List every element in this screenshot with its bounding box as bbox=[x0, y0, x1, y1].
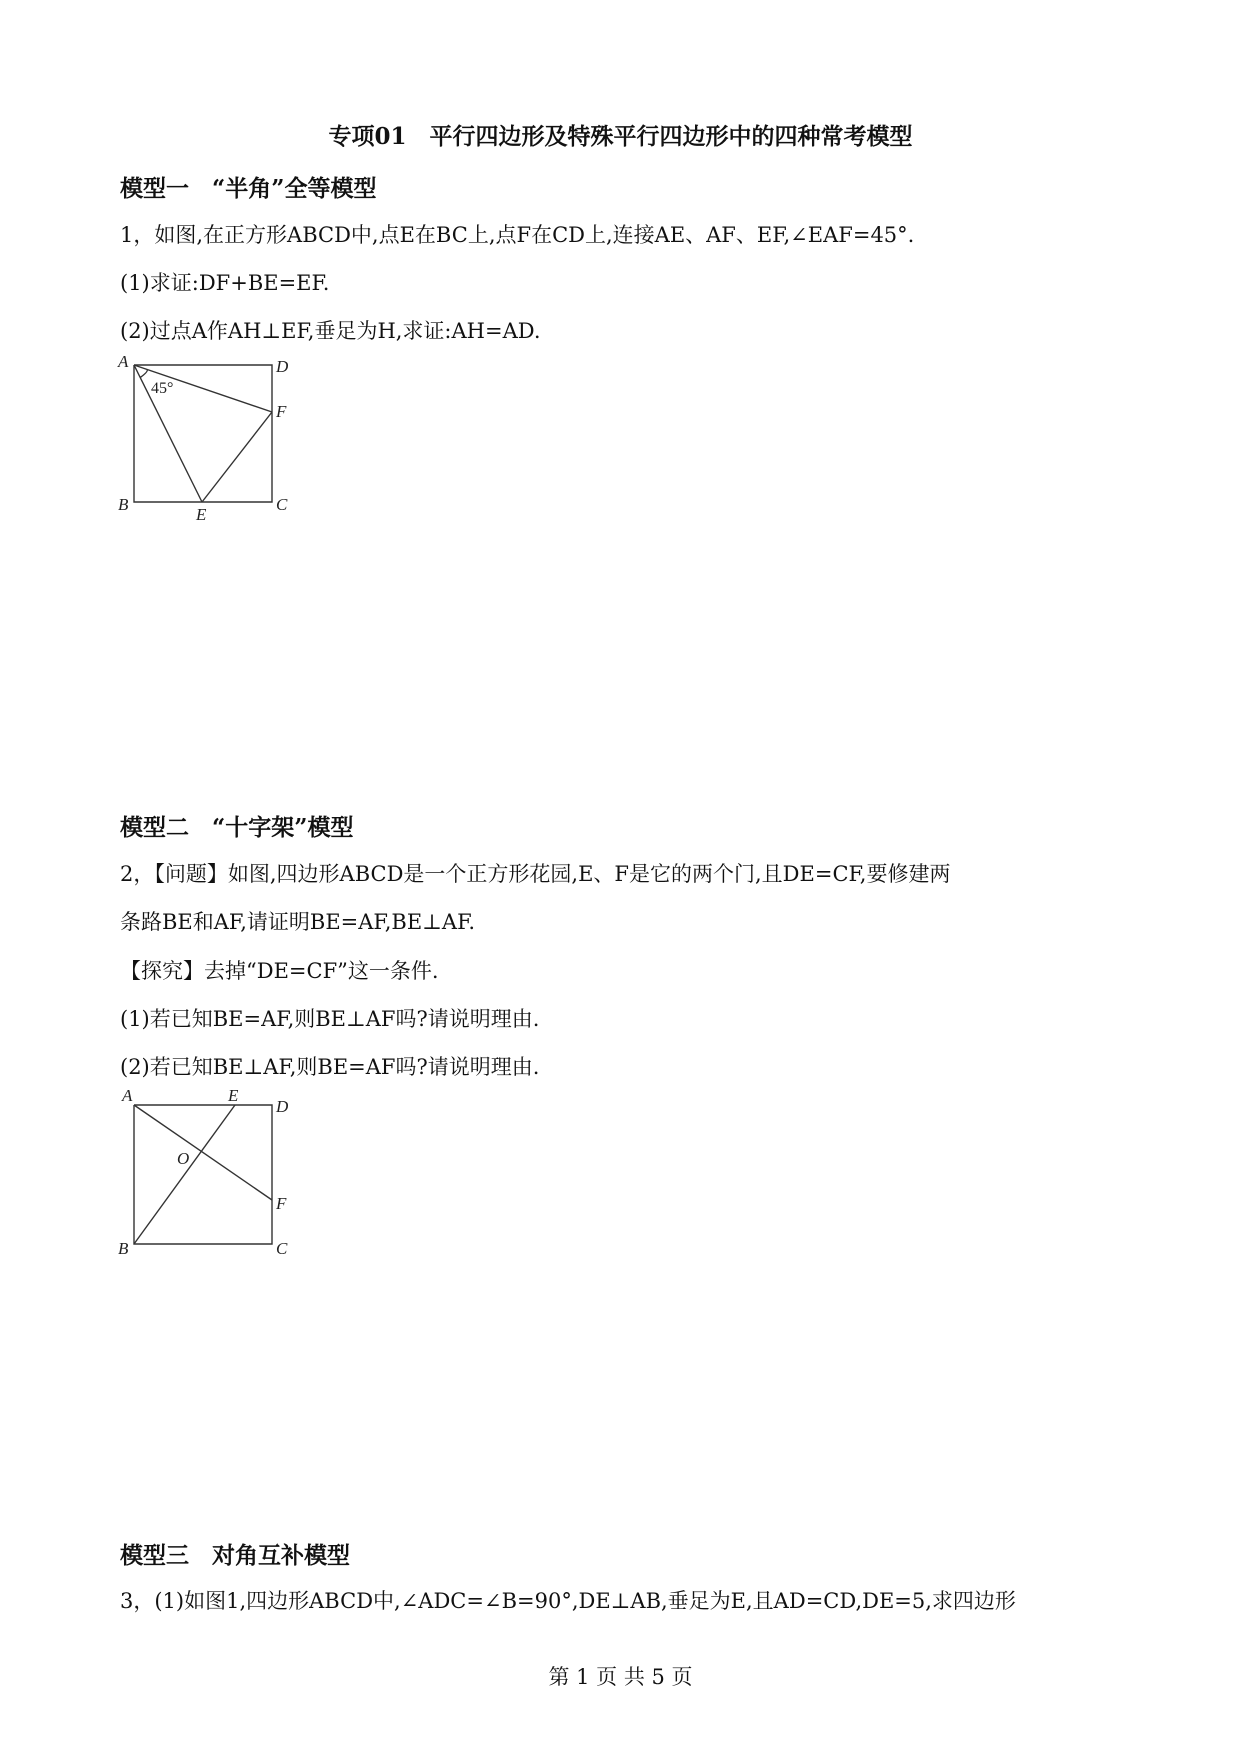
section3-problem: 3，(1)如图1,四边形ABCD中,∠ADC=∠B=90°,DE⊥AB,垂足为E,且AD=CD,DE=5,求四边形 bbox=[120, 1589, 1016, 1613]
page-title: 专项01 平行四边形及特殊平行四边形中的四种常考模型 bbox=[328, 123, 913, 150]
section2-problem-line1: 2，【问题】如图,四边形ABCD是一个正方形花园,E、F是它的两个门,且DE=CF,要修建两 bbox=[120, 862, 951, 886]
section2-problem-line2: 条路BE和AF,请证明BE=AF,BE⊥AF. bbox=[120, 910, 476, 934]
label-D: D bbox=[276, 357, 289, 376]
segment-BE bbox=[134, 1105, 235, 1244]
label-F: F bbox=[276, 402, 287, 421]
section2-heading: 模型二 “十字架”模型 bbox=[120, 814, 354, 841]
figure-cross-square bbox=[110, 1085, 310, 1265]
label-A: A bbox=[118, 352, 129, 371]
section1-part2: (2)过点A作AH⊥EF,垂足为H,求证:AH=AD. bbox=[120, 319, 541, 343]
label-F: F bbox=[276, 1194, 287, 1213]
section2-part1: (1)若已知BE=AF,则BE⊥AF吗?请说明理由. bbox=[120, 1007, 540, 1031]
label-D: D bbox=[276, 1097, 289, 1116]
section3-heading: 模型三 对角互补模型 bbox=[120, 1542, 350, 1569]
label-C: C bbox=[276, 1239, 288, 1258]
label-A: A bbox=[122, 1086, 133, 1105]
figure-half-angle-square bbox=[110, 350, 310, 525]
label-C: C bbox=[276, 495, 288, 514]
section1-part1: (1)求证:DF+BE=EF. bbox=[120, 271, 330, 295]
page-footer: 第 1 页 共 5 页 bbox=[548, 1665, 693, 1689]
angle-arc bbox=[140, 370, 147, 378]
label-B: B bbox=[118, 1239, 129, 1258]
label-O: O bbox=[177, 1149, 190, 1168]
label-angle-45: 45° bbox=[151, 380, 174, 397]
label-E: E bbox=[196, 505, 207, 524]
section2-part2: (2)若已知BE⊥AF,则BE=AF吗?请说明理由. bbox=[120, 1055, 540, 1079]
label-E: E bbox=[228, 1086, 239, 1105]
section1-problem: 1，如图,在正方形ABCD中,点E在BC上,点F在CD上,连接AE、AF、EF,∠EAF=45°. bbox=[120, 223, 915, 247]
label-B: B bbox=[118, 495, 129, 514]
section1-heading: 模型一 “半角”全等模型 bbox=[120, 175, 377, 202]
square-outline bbox=[134, 1105, 272, 1244]
segment-AF bbox=[134, 1105, 272, 1200]
section2-explore: 【探究】去掉“DE=CF”这一条件. bbox=[120, 959, 439, 983]
segment-EF bbox=[202, 412, 272, 502]
